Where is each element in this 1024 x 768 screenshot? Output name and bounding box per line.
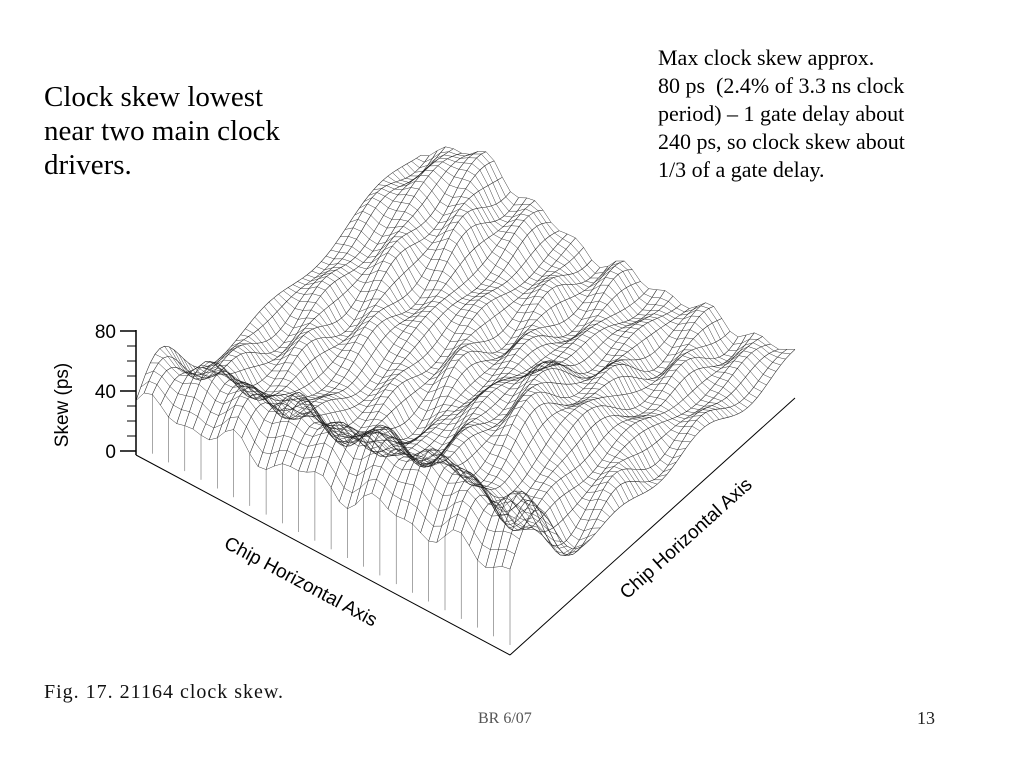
figure-caption: Fig. 17. 21164 clock skew. [44,681,285,703]
right-note-line: Max clock skew approx. [658,45,875,70]
mesh-lines [136,395,510,646]
y-tick-label: 40 [94,382,116,403]
right-note-line: 240 ps, so clock skew about [658,129,905,154]
x-axis-label: Chip Horizontal Axis [220,532,381,632]
mesh-lines [136,147,795,569]
footer-text: BR 6/07 [478,710,532,727]
left-note-line: near two main clock [44,115,280,147]
page-number: 13 [917,708,935,728]
base-front-edge [136,455,510,655]
left-note-line: Clock skew lowest [44,81,264,113]
surface-mesh [136,147,795,645]
right-note-line: 80 ps (2.4% of 3.3 ns clock [658,73,905,98]
y-tick-label: 0 [105,442,116,463]
y-tick-label: 80 [94,322,116,343]
left-note-line: drivers. [44,149,132,181]
z-axis-label: Chip Horizontal Axis [616,474,757,604]
right-note-line: 1/3 of a gate delay. [658,157,825,182]
right-note-line: period) – 1 gate delay about [658,101,905,126]
skew-axis-ticks [120,331,136,451]
y-axis-label: Skew (ps) [52,362,73,448]
